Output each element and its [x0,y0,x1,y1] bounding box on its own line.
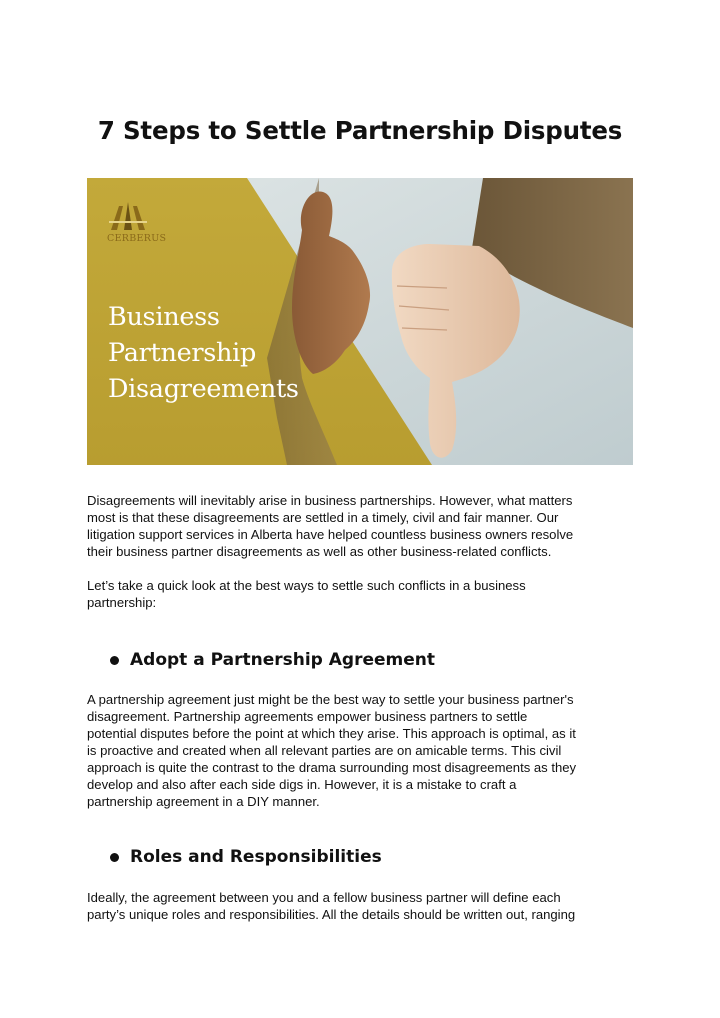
company-logo [107,200,177,244]
section-paragraph [87,889,637,923]
text-line: Disagreements will inevitably arise in business partnerships. However, what matters [87,493,573,508]
bullet-icon [110,853,119,862]
text-line: their business partner disagreements as well as other business-related conflicts. [87,544,552,559]
section-paragraph [87,691,637,810]
page-title: 7 Steps to Settle Partnership Disputes [97,116,623,145]
intro-paragraph-2 [87,577,637,611]
section-heading-text: Roles and Responsibilities [130,847,382,867]
logo-text: CERBERUS [107,233,167,244]
text-line: Let’s take a quick look at the best ways to settle such conflicts in a business [87,578,526,593]
text-line: Ideally, the agreement between you and a fellow business partner will define each [87,890,561,905]
intro-paragraph [87,492,637,560]
cerberus-logo-icon [107,200,149,232]
banner-line: Business [108,302,220,332]
banner-heading [108,299,299,407]
text-line: approach is quite the contrast to the drama surrounding most disagreements as they [87,760,577,775]
banner-image [87,178,633,465]
text-line: develop and also after each side digs in. However, it is a mistake to craft a [87,777,517,792]
text-line: most is that these disagreements are settled in a timely, civil and fair manner. Our [87,510,559,525]
text-line: A partnership agreement just might be the best way to settle your business partner's [87,692,574,707]
banner-line: Partnership [108,338,257,368]
bullet-icon [110,656,119,665]
text-line: is proactive and created when all relevant parties are on amicable terms. This civil [87,743,562,758]
section-heading [110,650,435,670]
banner-line: Disagreements [108,374,299,404]
text-line: litigation support services in Alberta have helped countless business owners resolve [87,527,574,542]
text-line: party’s unique roles and responsibilities. All the details should be written out, ranging [87,907,576,922]
section-heading-text: Adopt a Partnership Agreement [130,650,435,670]
text-line: partnership agreement in a DIY manner. [87,794,320,809]
section-heading [110,847,382,867]
text-line: partnership: [87,595,157,610]
text-line: disagreement. Partnership agreements empower business partners to settle [87,709,528,724]
text-line: potential disputes before the point at which they arise. This approach is optimal, as it [87,726,576,741]
